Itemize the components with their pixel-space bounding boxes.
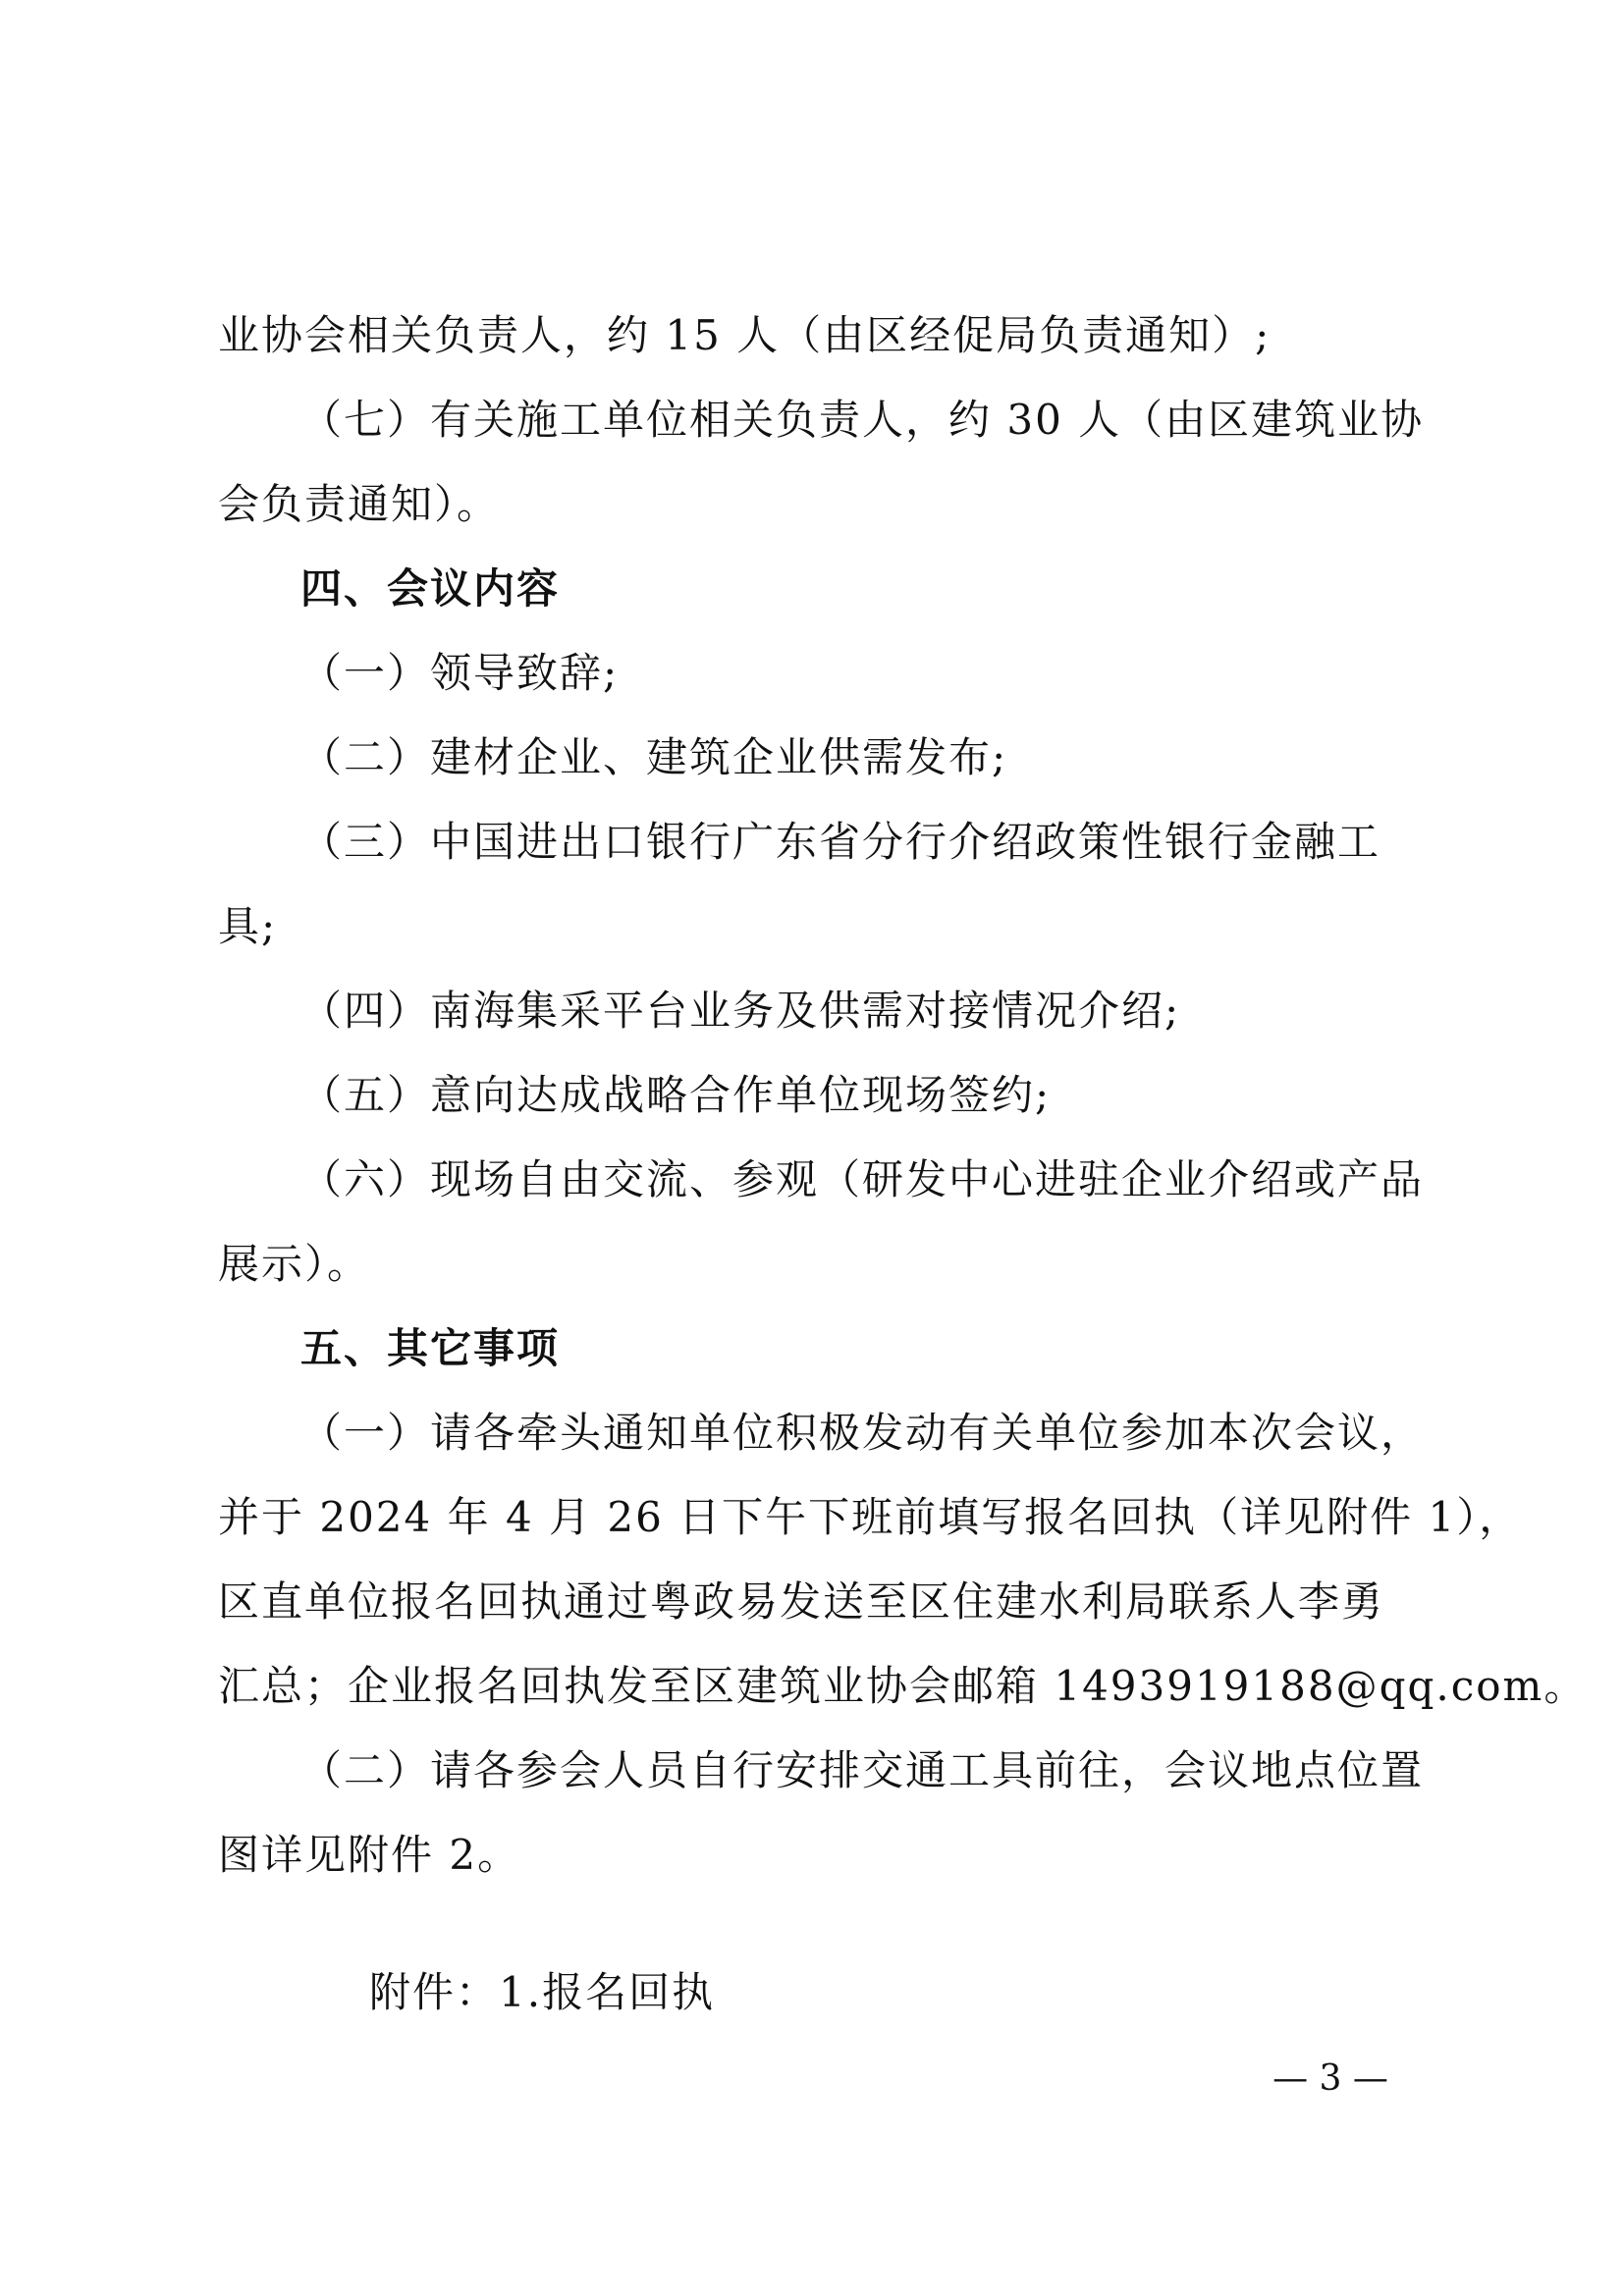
list-item: （二）建材企业、建筑企业供需发布; <box>300 733 1008 781</box>
paragraph-line: 具; <box>218 902 278 950</box>
paragraph-line: （七）有关施工单位相关负责人，约 30 人（由区建筑业协 <box>300 396 1425 444</box>
list-item: （二）请各参会人员自行安排交通工具前往，会议地点位置 <box>300 1746 1425 1794</box>
paragraph-line: 汇总；企业报名回执发至区建筑业协会邮箱 1493919188@qq.com。 <box>218 1662 1588 1710</box>
section-heading: 四、会议内容 <box>300 564 561 613</box>
attachment-line: 附件：1.报名回执 <box>369 1968 716 2016</box>
list-item: （六）现场自由交流、参观（研发中心进驻企业介绍或产品 <box>300 1155 1425 1203</box>
section-heading: 五、其它事项 <box>300 1324 561 1372</box>
list-item: （一）请各牵头通知单位积极发动有关单位参加本次会议， <box>300 1409 1425 1457</box>
paragraph-line: 会负责通知）。 <box>218 480 501 528</box>
list-item: （四）南海集采平台业务及供需对接情况介绍; <box>300 987 1181 1035</box>
paragraph-line: 业协会相关负责人，约 15 人（由区经促局负责通知）; <box>218 311 1272 359</box>
list-item: （五）意向达成战略合作单位现场签约; <box>300 1071 1052 1119</box>
page-number: — 3 — <box>1272 2058 1388 2099</box>
list-item: （三）中国进出口银行广东省分行介绍政策性银行金融工 <box>300 818 1381 866</box>
list-item: （一）领导致辞; <box>300 649 620 697</box>
paragraph-line: 展示）。 <box>218 1240 371 1288</box>
paragraph-line: 图详见附件 2。 <box>218 1831 521 1879</box>
paragraph-line: 区直单位报名回执通过粤政易发送至区住建水利局联系人李勇 <box>218 1577 1385 1626</box>
paragraph-line: 并于 2024 年 4 月 26 日下午下班前填写报名回执（详见附件 1）， <box>218 1493 1523 1541</box>
